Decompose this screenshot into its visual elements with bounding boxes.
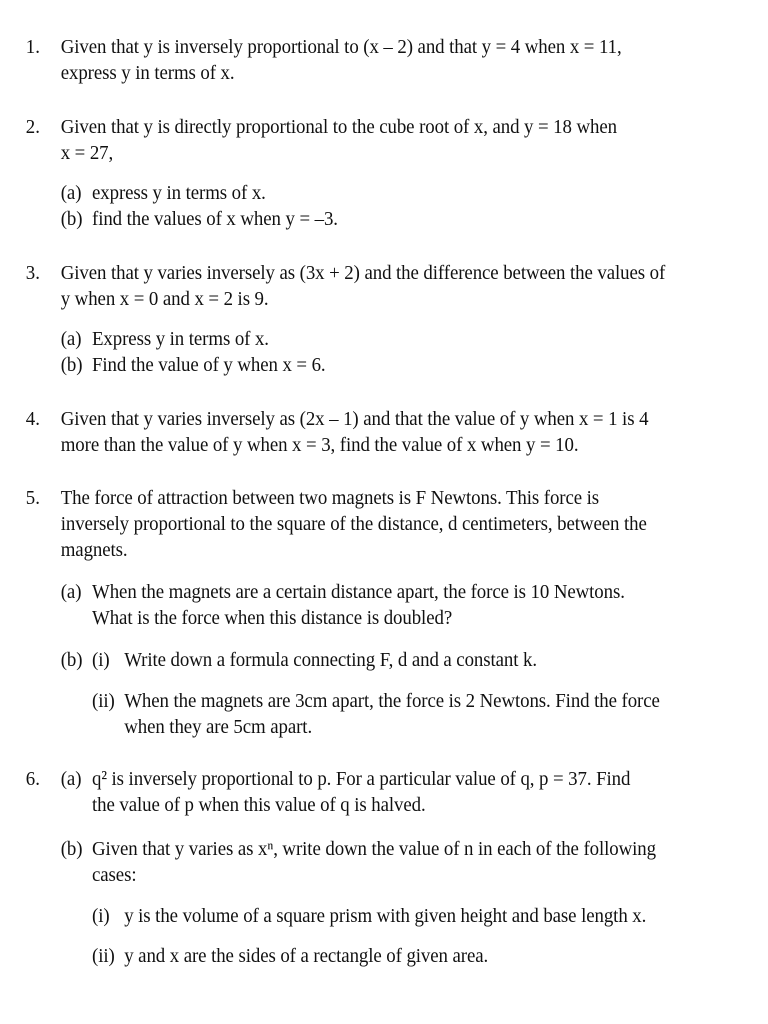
subpart-label: (ii)	[92, 945, 115, 967]
part-label: (b)	[60, 649, 83, 671]
subpart-text: When the magnets are 3cm apart, the force is 2 Newtons. Find the force	[124, 690, 660, 712]
part-text: find the values of x when y = –3.	[92, 208, 338, 230]
question-number: 1.	[25, 36, 40, 58]
part-label: (a)	[60, 581, 82, 603]
part-text: q² is inversely proportional to p. For a particular value of q, p = 37. Find	[92, 768, 631, 790]
part-label: (a)	[60, 328, 82, 350]
part-text: What is the force when this distance is doubled?	[92, 607, 453, 629]
part-label: (a)	[60, 182, 82, 204]
subpart-label: (ii)	[92, 690, 115, 712]
part-text: cases:	[92, 864, 137, 886]
part-text: Given that y varies as xⁿ, write down the value of n in each of the following	[92, 838, 656, 860]
subpart-text: Write down a formula connecting F, d and a constant k.	[124, 649, 538, 671]
question-text-line: Given that y varies inversely as (3x + 2) and the difference between the values of	[60, 262, 666, 284]
part-text: When the magnets are a certain distance apart, the force is 10 Newtons.	[92, 581, 625, 603]
part-text: Find the value of y when x = 6.	[92, 354, 326, 376]
question-number: 4.	[25, 408, 40, 430]
question-text-line: Given that y varies inversely as (2x – 1) and that the value of y when x = 1 is 4	[60, 408, 649, 430]
subpart-label: (i)	[92, 905, 110, 927]
subpart-label: (i)	[92, 649, 110, 671]
question-text-line: y when x = 0 and x = 2 is 9.	[60, 288, 269, 310]
part-label: (a)	[60, 768, 82, 790]
question-number: 3.	[25, 262, 40, 284]
subpart-text: y and x are the sides of a rectangle of given area.	[124, 945, 489, 967]
subpart-text: y is the volume of a square prism with given height and base length x.	[124, 905, 647, 927]
part-label: (b)	[60, 838, 83, 860]
question-text-line: Given that y is directly proportional to the cube root of x, and y = 18 when	[60, 116, 617, 138]
question-text-line: more than the value of y when x = 3, find the value of x when y = 10.	[60, 434, 579, 456]
question-number: 6.	[25, 768, 40, 790]
question-text-line: Given that y is inversely proportional to (x – 2) and that y = 4 when x = 11,	[60, 36, 622, 58]
part-text: Express y in terms of x.	[92, 328, 269, 350]
part-label: (b)	[60, 354, 83, 376]
question-text-line: express y in terms of x.	[60, 62, 235, 84]
question-number: 2.	[25, 116, 40, 138]
question-text-line: x = 27,	[60, 142, 114, 164]
question-text-line: The force of attraction between two magnets is F Newtons. This force is	[60, 487, 600, 509]
question-number: 5.	[25, 487, 40, 509]
part-text: the value of p when this value of q is halved.	[92, 794, 426, 816]
subpart-text: when they are 5cm apart.	[124, 716, 313, 738]
question-text-line: magnets.	[60, 539, 128, 561]
part-text: express y in terms of x.	[92, 182, 266, 204]
question-text-line: inversely proportional to the square of the distance, d centimeters, between the	[60, 513, 647, 535]
part-label: (b)	[60, 208, 83, 230]
